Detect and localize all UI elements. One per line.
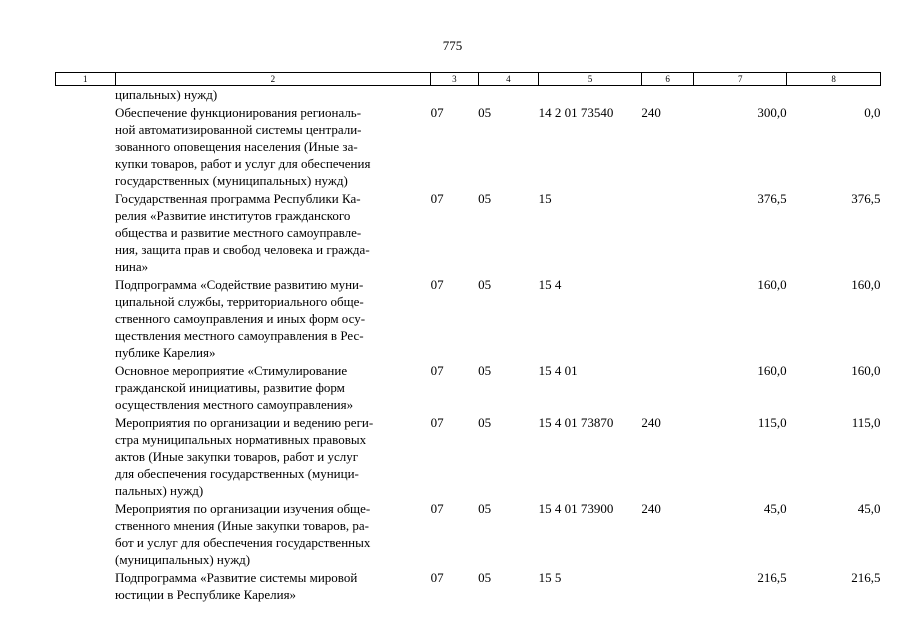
column-number: 2 [115,73,431,86]
row-target-article: 15 [538,191,552,206]
row-name: Обеспечение функционирования региональ- ной автоматизированной системы централи- зованного оповещения населения (Иные за- купки товаров, работ и услуг для обеспечения государственных (муниципальных) нужд) [115,105,371,188]
table-body [56,86,881,605]
row-sum-second: 0,0 [864,105,881,120]
row-sum-second [787,86,881,105]
row-target-article: 15 4 01 73870 [538,415,614,430]
row-empty-cell [56,362,116,414]
column-number: 8 [787,73,881,86]
row-expense-type [641,569,693,604]
row-empty-cell [56,104,116,190]
row-section: 07 [430,191,444,206]
row-sum-second: 160,0 [851,363,881,378]
row-sum-first: 216,5 [757,570,787,585]
row-subsection [478,86,539,105]
column-number: 4 [478,73,539,86]
row-subsection: 05 [478,415,492,430]
row-expense-type: 240 [641,105,661,120]
row-section: 07 [430,277,444,292]
row-sum-second: 160,0 [851,277,881,292]
row-section [431,86,478,105]
row-name: Подпрограмма «Содействие развитию муни- ципальной службы, территориального обще- ственного самоуправления и иных форм осу- ществления местного самоуправления в Рес- публике Карелия» [115,277,366,360]
row-expense-type: 240 [641,415,661,430]
row-target-article: 15 5 [538,570,562,585]
row-section: 07 [430,415,444,430]
row-sum-second: 376,5 [851,191,881,206]
row-target-article: 15 4 01 [538,363,578,378]
table-row [56,569,881,604]
row-section: 07 [430,363,444,378]
row-subsection: 05 [478,191,492,206]
row-target-article: 15 4 [538,277,562,292]
row-sum-first: 45,0 [763,501,787,516]
page-number: 775 [442,38,463,53]
row-subsection: 05 [478,105,492,120]
row-expense-type: 240 [641,501,661,516]
row-empty-cell [56,569,116,604]
row-target-article: 15 4 01 73900 [538,501,614,516]
table-row [56,104,881,190]
row-sum-first: 115,0 [757,415,787,430]
row-expense-type [641,362,693,414]
row-target-article [539,86,642,105]
table-row [56,190,881,276]
row-name: Мероприятия по организации и ведению реги- стра муниципальных нормативных правовых актов (Иные закупки товаров, работ и услуг для обеспечения государственных (муници- пальных) нужд) [115,415,374,498]
column-number-row [56,73,881,86]
row-empty-cell [56,414,116,500]
column-number: 7 [694,73,787,86]
row-sum-second: 216,5 [851,570,881,585]
row-empty-cell [56,190,116,276]
row-name: ципальных) нужд) [115,87,218,102]
row-empty-cell [56,500,116,569]
row-name: Мероприятия по организации изучения обще- ственного мнения (Иные закупки товаров, ра- бот и услуг для обеспечения государственных (муниципальных) нужд) [115,501,371,567]
table-row [56,362,881,414]
row-subsection: 05 [478,277,492,292]
row-sum-second: 45,0 [857,501,881,516]
column-number: 1 [56,73,116,86]
row-sum-second: 115,0 [851,415,881,430]
row-subsection: 05 [478,570,492,585]
row-name: Государственная программа Республики Ка- релия «Развитие институтов гражданского общества и развитие местного самоуправле- ния, защита прав и свобод человека и гражда- нина» [115,191,370,274]
row-name: Основное мероприятие «Стимулирование гражданской инициативы, развитие форм осуществления местного самоуправления» [115,363,354,412]
table-row [56,86,881,105]
row-sum-first: 160,0 [757,363,787,378]
row-section: 07 [430,105,444,120]
budget-table [55,72,881,604]
table-row [56,414,881,500]
row-subsection: 05 [478,363,492,378]
row-empty-cell [56,276,116,362]
row-sum-first [694,86,787,105]
row-expense-type [641,276,693,362]
row-section: 07 [430,570,444,585]
row-name: Подпрограмма «Развитие системы мировой юстиции в Республике Карелия» [115,570,358,602]
row-subsection: 05 [478,501,492,516]
column-number: 5 [539,73,642,86]
row-empty-cell [56,86,116,105]
row-sum-first: 160,0 [757,277,787,292]
table-row [56,276,881,362]
row-target-article: 14 2 01 73540 [538,105,614,120]
row-expense-type [641,86,693,105]
column-number: 3 [431,73,478,86]
row-section: 07 [430,501,444,516]
column-number: 6 [641,73,693,86]
table-row [56,500,881,569]
row-sum-first: 376,5 [757,191,787,206]
row-expense-type [641,190,693,276]
row-sum-first: 300,0 [757,105,787,120]
